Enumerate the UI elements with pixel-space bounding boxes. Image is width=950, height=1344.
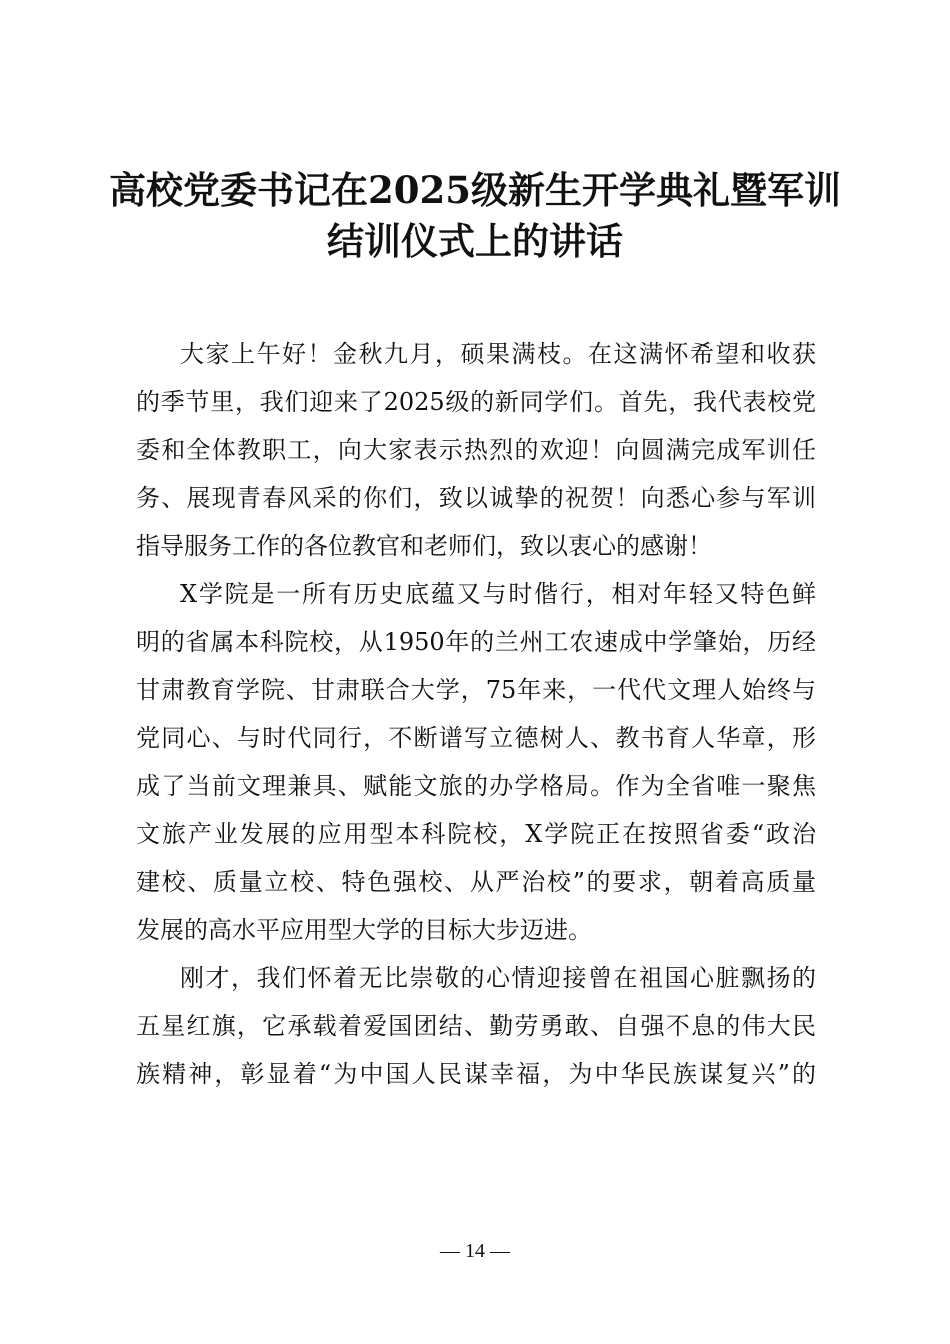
text-line: 五星红旗，它承载着爱国团结、勤劳勇敢、自强不息的伟大民 bbox=[136, 1012, 816, 1040]
text-line: 发展的高水平应用型大学的目标大步迈进。 bbox=[136, 916, 592, 944]
text-line: 文旅产业发展的应用型本科院校，X学院正在按照省委“政治 bbox=[136, 820, 816, 848]
text-line: 建校、质量立校、特色强校、从严治校”的要求，朝着高质量 bbox=[136, 868, 816, 896]
text-line: 甘肃教育学院、甘肃联合大学，75年来，一代代文理人始终与 bbox=[136, 676, 816, 704]
paragraph bbox=[136, 570, 816, 954]
text-line: 指导服务工作的各位教官和老师们，致以衷心的感谢！ bbox=[136, 532, 712, 560]
page-number: — 14 — bbox=[440, 1240, 510, 1262]
text-line: 的季节里，我们迎来了2025级的新同学们。首先，我代表校党 bbox=[136, 388, 816, 416]
text-line: 明的省属本科院校，从1950年的兰州工农速成中学肇始，历经 bbox=[136, 628, 816, 656]
paragraph bbox=[136, 954, 816, 1098]
paragraph bbox=[136, 330, 816, 570]
text-line: 委和全体教职工，向大家表示热烈的欢迎！向圆满完成军训任 bbox=[136, 436, 816, 464]
text-line: X学院是一所有历史底蕴又与时偕行，相对年轻又特色鲜 bbox=[180, 580, 816, 608]
text-line: 刚才，我们怀着无比崇敬的心情迎接曾在祖国心脏飘扬的 bbox=[180, 964, 816, 992]
text-line: 党同心、与时代同行，不断谱写立德树人、教书育人华章，形 bbox=[136, 724, 816, 752]
document-title-line-1: 高校党委书记在2025级新生开学典礼暨军训 bbox=[109, 168, 841, 212]
text-line: 成了当前文理兼具、赋能文旅的办学格局。作为全省唯一聚焦 bbox=[136, 772, 816, 800]
document-title-line-2: 结训仪式上的讲话 bbox=[327, 219, 623, 263]
text-line: 大家上午好！金秋九月，硕果满枝。在这满怀希望和收获 bbox=[180, 340, 816, 368]
text-line: 族精神，彰显着“为中国人民谋幸福，为中华民族谋复兴”的 bbox=[136, 1060, 816, 1088]
text-line: 务、展现青春风采的你们，致以诚挚的祝贺！向悉心参与军训 bbox=[136, 484, 816, 512]
document-body bbox=[136, 330, 816, 1098]
